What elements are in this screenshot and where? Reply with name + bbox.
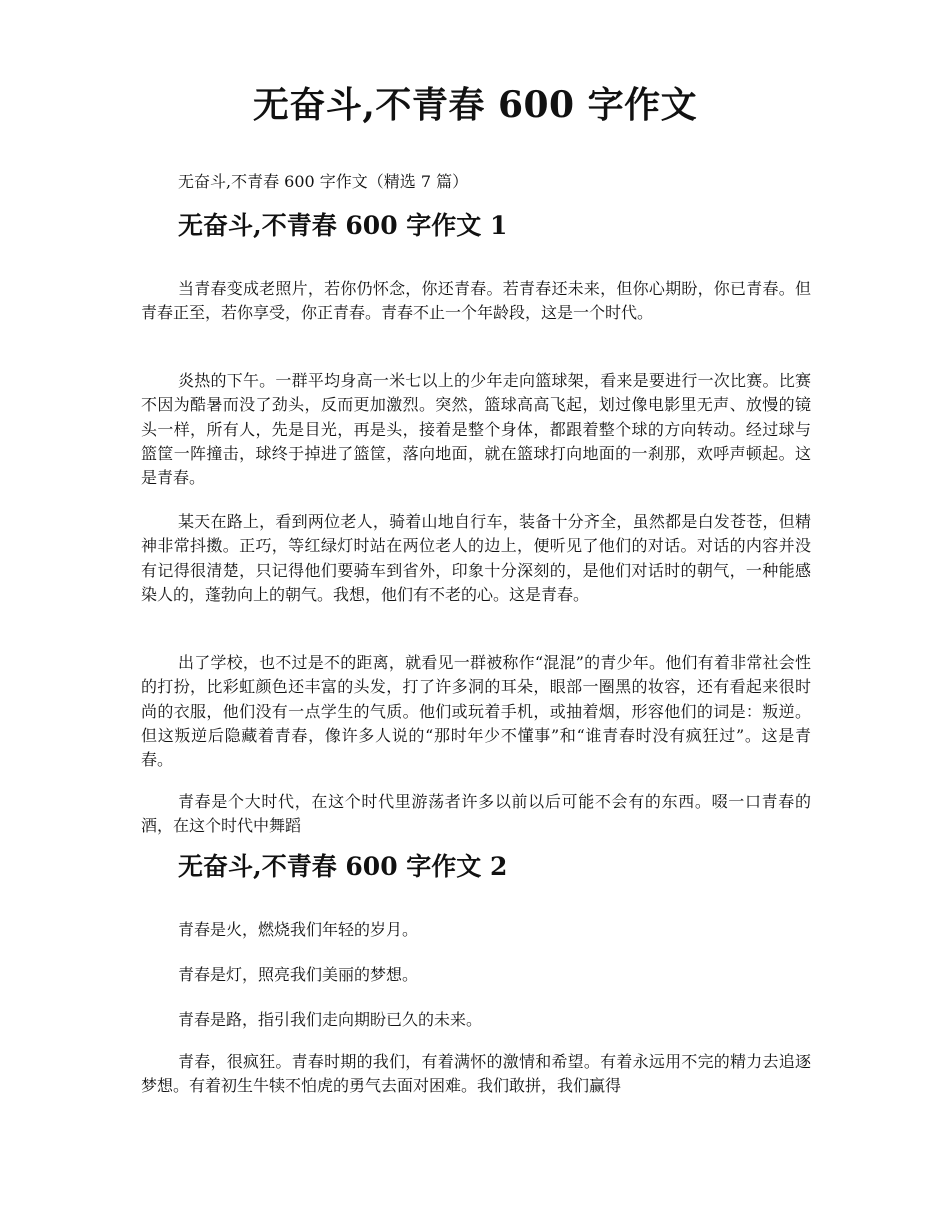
document-subtitle: 无奋斗,不青春 600 字作文（精选 7 篇） bbox=[178, 172, 469, 191]
section-1-heading: 无奋斗,不青春 600 字作文 1 bbox=[178, 211, 508, 240]
section-2-paragraph-1: 青春是火，燃烧我们年轻的岁月。 bbox=[178, 920, 419, 939]
section-2-heading: 无奋斗,不青春 600 字作文 2 bbox=[178, 852, 508, 881]
document-title: 无奋斗,不青春 600 字作文 bbox=[252, 84, 698, 126]
section-1-paragraph-4: 出了学校，也不过是不的距离，就看见一群被称作“混混”的青少年。他们有着非常社会性的打扮，比彩虹颜色还丰富的头发，打了许多洞的耳朵，眼部一圈黑的妆容，还有看起来很时尚的衣服，他们没有一点学生的气质。他们或玩着手机，或抽着烟，形容他们的词是：叛逆。但这叛逆后隐藏着青春，像许多人说的“那时年少不懂事”和“谁青春时没有疯狂过”。这是青春。 bbox=[141, 653, 811, 770]
section-1-paragraph-1: 当青春变成老照片，若你仍怀念，你还青春。若青春还未来，但你心期盼，你已青春。但青春正至，若你享受，你正青春。青春不止一个年龄段，这是一个时代。 bbox=[141, 279, 811, 323]
section-1-paragraph-5: 青春是个大时代，在这个时代里游荡者许多以前以后可能不会有的东西。啜一口青春的酒，在这个时代中舞蹈 bbox=[141, 792, 811, 836]
section-2-paragraph-4: 青春，很疯狂。青春时期的我们，有着满怀的激情和希望。有着永远用不完的精力去追逐梦想。有着初生牛犊不怕虎的勇气去面对困难。我们敢拼，我们赢得 bbox=[141, 1052, 811, 1096]
section-2-paragraph-2: 青春是灯，照亮我们美丽的梦想。 bbox=[178, 965, 419, 984]
section-1-paragraph-3: 某天在路上，看到两位老人，骑着山地自行车，装备十分齐全，虽然都是白发苍苍，但精神非常抖擞。正巧，等红绿灯时站在两位老人的边上，便听见了他们的对话。对话的内容并没有记得很清楚，只记得他们要骑车到省外，印象十分深刻的，是他们对话时的朝气，一种能感染人的，蓬勃向上的朝气。我想，他们有不老的心。这是青春。 bbox=[141, 512, 811, 604]
section-1-paragraph-2: 炎热的下午。一群平均身高一米七以上的少年走向篮球架，看来是要进行一次比赛。比赛不因为酷暑而没了劲头，反而更加激烈。突然，篮球高高飞起，划过像电影里无声、放慢的镜头一样，所有人，先是目光，再是头，接着是整个身体，都跟着整个球的方向转动。经过球与篮筐一阵撞击，球终于掉进了篮筐，落向地面，就在篮球打向地面的一刹那，欢呼声顿起。这是青春。 bbox=[141, 371, 811, 488]
section-2-paragraph-3: 青春是路，指引我们走向期盼已久的未来。 bbox=[178, 1010, 483, 1029]
